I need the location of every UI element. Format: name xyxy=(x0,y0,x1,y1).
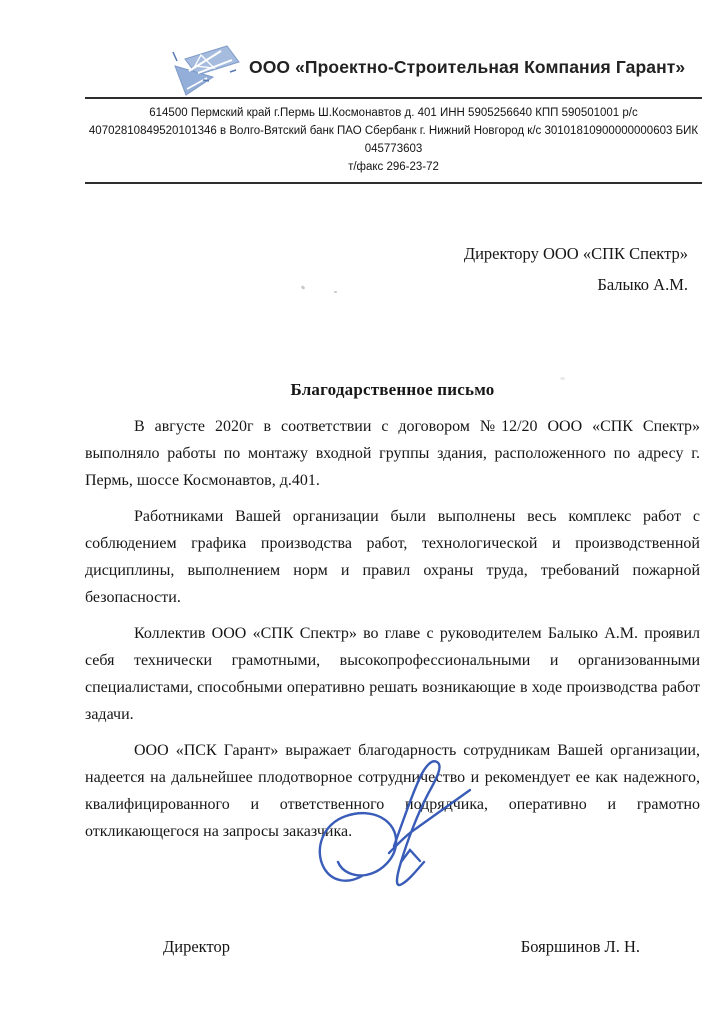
signer-position: Директор xyxy=(163,937,230,956)
addressee-name: Балыко А.М. xyxy=(597,275,688,294)
requisites-line-1: 614500 Пермский край г.Пермь Ш.Космонавтов д. 401 ИНН 5905256640 КПП 590501001 р/с xyxy=(149,107,638,119)
signer-name: Бояршинов Л. Н. xyxy=(520,937,640,956)
paragraph-2: Работниками Вашей организации были выполнены весь комплекс работ с соблюдением графика производства работ, технологической и производственной дисциплины, выполнением норм и правил охраны труда, требований пожарной безопасности. xyxy=(85,508,700,606)
company-name: ООО «Проектно-Строительная Компания Гарант» xyxy=(249,57,686,77)
company-requisites xyxy=(85,99,702,184)
letter-body xyxy=(85,380,700,845)
requisites-line-3: т/факс 296-23-72 xyxy=(348,161,439,173)
paragraph-4: ООО «ПСК Гарант» выражает благодарность сотрудникам Вашей организации, надеется на дальнейшее плодотворное сотрудничество и рекомендует ее как надежного, квалифицированного и ответственного подрядчика, оперативно и грамотно откликающегося на запросы заказчика. xyxy=(85,742,700,840)
paragraph-3: Коллектив ООО «СПК Спектр» во главе с руководителем Балыко А.М. проявил себя технически грамотными, высокопрофессиональными и организованными специалистами, способными оперативно решать возникающие в ходе производства работ задачи. xyxy=(85,625,700,723)
scan-speck xyxy=(334,291,337,293)
signature-block xyxy=(85,937,700,957)
scan-speck xyxy=(560,377,565,380)
addressee-block xyxy=(0,238,688,300)
letterhead xyxy=(85,0,702,99)
requisites-line-2: 40702810849520101346 в Волго-Вятский банк ПАО Сбербанк г. Нижний Новгород к/с 30101810900000000603 БИК 045773603 xyxy=(88,125,699,155)
company-logo-icon xyxy=(167,39,243,97)
paragraph-1: В августе 2020г в соответствии с договором №12/20 ООО «СПК Спектр» выполняло работы по монтажу входной группы здания, расположенного по адресу г. Пермь, шоссе Космонавтов, д.401. xyxy=(85,418,700,489)
letter-title: Благодарственное письмо xyxy=(290,380,495,399)
addressee-title: Директору ООО «СПК Спектр» xyxy=(463,244,688,263)
